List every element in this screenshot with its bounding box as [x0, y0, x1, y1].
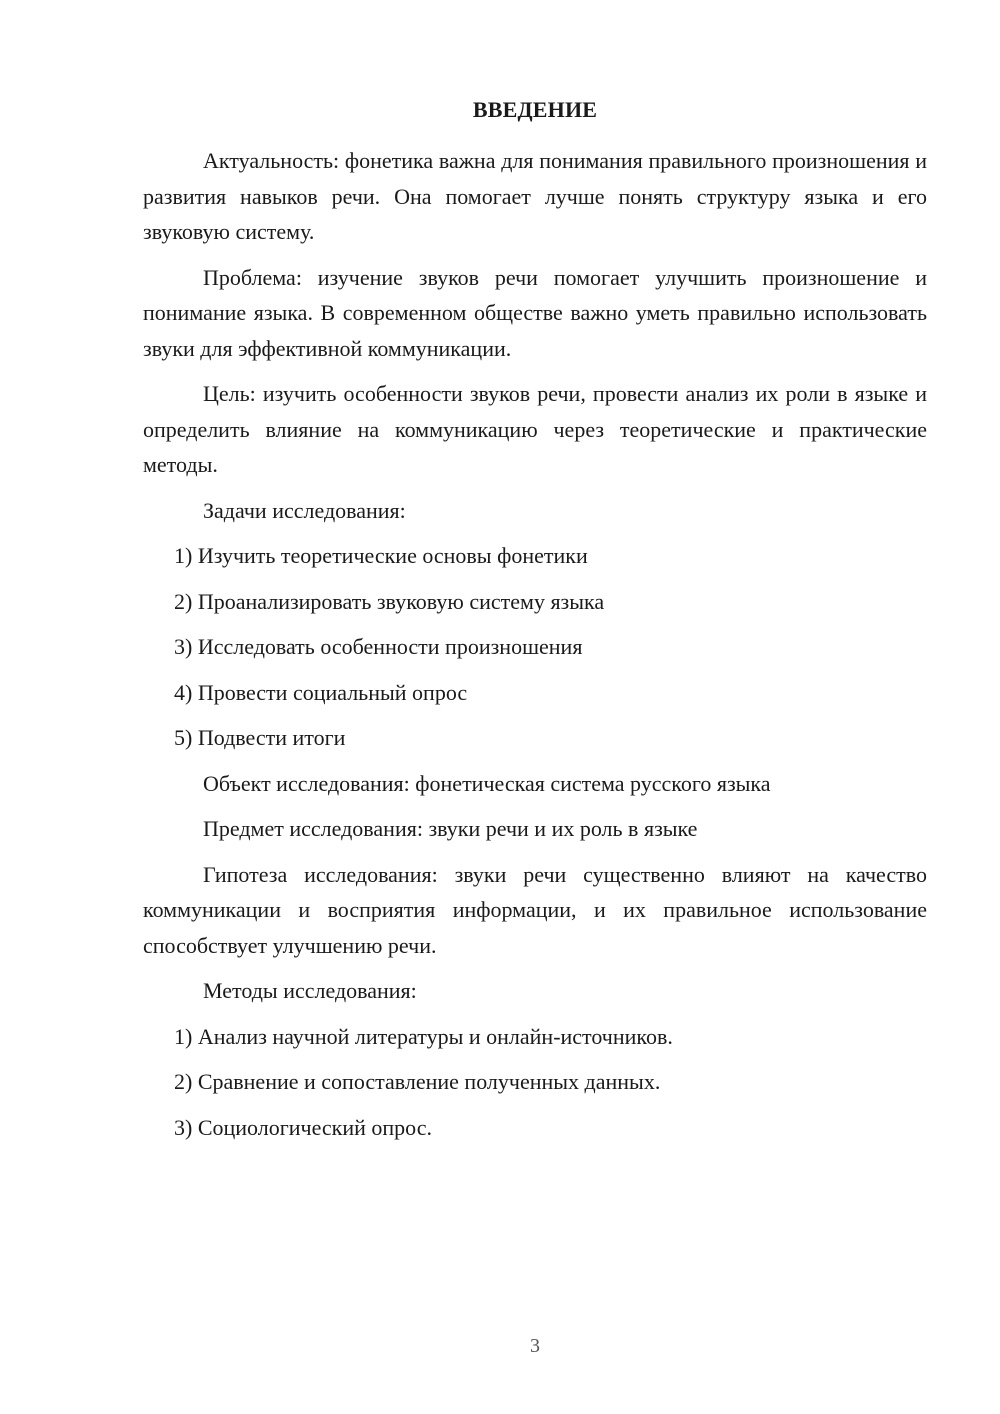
hypothesis-paragraph: Гипотеза исследования: звуки речи существенно влияют на качество коммуникации и восприятия информации, и их правильное использование способствует улучшению речи. — [143, 861, 927, 958]
task-item-2: 2) Проанализировать звуковую систему языка — [174, 588, 605, 614]
object-paragraph: Объект исследования: фонетическая система русского языка — [203, 770, 771, 796]
method-item-1: 1) Анализ научной литературы и онлайн-источников. — [174, 1023, 673, 1049]
relevance-paragraph: Актуальность: фонетика важна для понимания правильного произношения и развития навыков речи. Она помогает лучше понять структуру языка и его звуковую систему. — [143, 148, 927, 244]
task-item-4: 4) Провести социальный опрос — [174, 679, 468, 705]
tasks-list — [143, 538, 927, 756]
methods-list — [143, 1019, 927, 1146]
subject-paragraph: Предмет исследования: звуки речи и их роль в языке — [203, 816, 698, 841]
problem-paragraph: Проблема: изучение звуков речи помогает улучшить произношение и понимание языка. В современном обществе важно уметь правильно использовать звуки для эффективной коммуникации. — [143, 264, 927, 361]
goal-paragraph: Цель: изучить особенности звуков речи, провести анализ их роли в языке и определить влияние на коммуникацию через теоретические и практические методы. — [143, 381, 927, 477]
task-item-5: 5) Подвести итоги — [174, 725, 346, 750]
task-item-1: 1) Изучить теоретические основы фонетики — [174, 543, 588, 568]
section-title: ВВЕДЕНИЕ — [472, 97, 598, 122]
page-content — [143, 96, 927, 1155]
task-item-3: 3) Исследовать особенности произношения — [174, 634, 583, 659]
method-item-2: 2) Сравнение и сопоставление полученных данных. — [174, 1069, 661, 1094]
tasks-heading: Задачи исследования: — [203, 497, 406, 523]
method-item-3: 3) Социологический опрос. — [174, 1114, 432, 1140]
methods-heading: Методы исследования: — [203, 978, 417, 1003]
page-number: 3 — [530, 1335, 540, 1357]
